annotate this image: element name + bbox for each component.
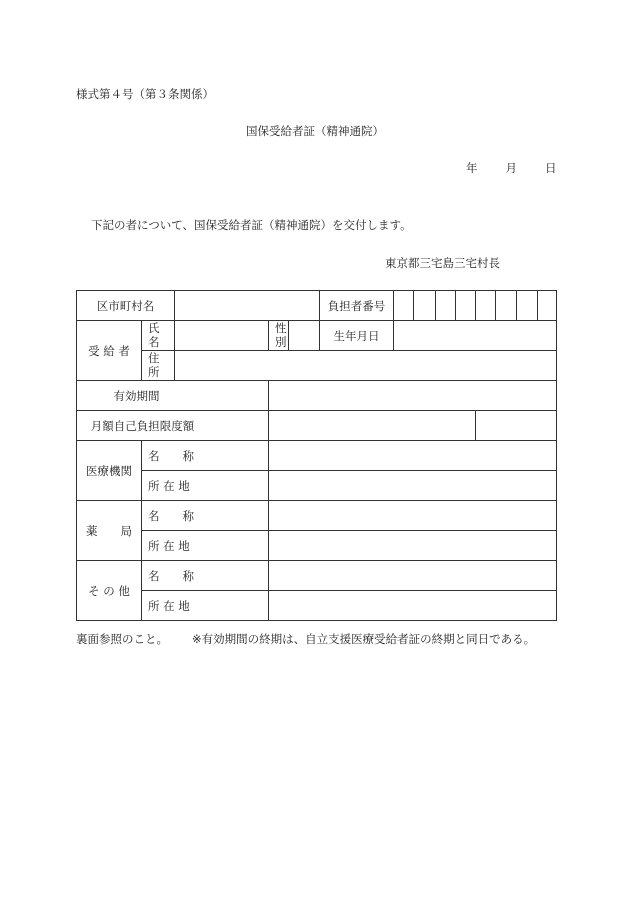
municipality-field[interactable]	[175, 291, 320, 321]
date-month-label: 月	[505, 161, 517, 175]
pharmacy-name-label: 名 称	[142, 501, 269, 531]
recipient-name-field[interactable]	[175, 321, 269, 351]
document-title: 国保受給者証（精神通院）	[246, 124, 384, 138]
municipality-label: 区市町村名	[77, 291, 175, 321]
medical-institution-label: 医療機関	[77, 441, 142, 501]
pharmacy-name-field[interactable]	[269, 501, 557, 531]
see-reverse-text: 裏面参照のこと。	[76, 632, 168, 646]
address-field[interactable]	[175, 351, 557, 381]
issue-date	[466, 160, 557, 176]
validity-period-field[interactable]	[269, 381, 557, 411]
issuer-name: 東京都三宅島三宅村長	[385, 256, 500, 270]
other-location-field[interactable]	[269, 591, 557, 621]
medical-institution-location-label: 所 在 地	[142, 471, 269, 501]
footer-note	[76, 631, 535, 647]
insured-number-digit[interactable]	[456, 291, 476, 321]
pharmacy-label: 薬 局	[77, 501, 142, 561]
birthdate-label: 生年月日	[320, 321, 394, 351]
pharmacy-location-label: 所 在 地	[142, 531, 269, 561]
insured-number-digit[interactable]	[517, 291, 538, 321]
other-location-label: 所 在 地	[142, 591, 269, 621]
insured-number-digit[interactable]	[476, 291, 496, 321]
monthly-limit-label: 月額自己負担限度額	[77, 411, 269, 441]
recipient-label: 受 給 者	[77, 321, 142, 381]
address-label: 住 所	[142, 351, 175, 381]
monthly-limit-field[interactable]	[269, 411, 476, 441]
issuance-notice: 下記の者について、国保受給者証（精神通院）を交付します。	[91, 218, 412, 232]
insured-number-digit[interactable]	[538, 291, 557, 321]
medical-institution-name-field[interactable]	[269, 441, 557, 471]
date-day-label: 日	[545, 161, 557, 175]
birthdate-field[interactable]	[394, 321, 557, 351]
monthly-limit-extra-field[interactable]	[476, 411, 557, 441]
form-number: 様式第４号（第３条関係）	[76, 87, 214, 101]
insured-number-digit[interactable]	[436, 291, 456, 321]
medical-institution-name-label: 名 称	[142, 441, 269, 471]
other-name-field[interactable]	[269, 561, 557, 591]
insured-number-digit[interactable]	[414, 291, 436, 321]
date-year-label: 年	[466, 161, 478, 175]
insured-number-digit[interactable]	[496, 291, 517, 321]
sex-label: 性 別	[269, 321, 289, 351]
name-label: 氏 名	[142, 321, 175, 351]
other-name-label: 名 称	[142, 561, 269, 591]
validity-note-text: ※有効期間の終期は、自立支援医療受給者証の終期と同日である。	[192, 632, 536, 646]
validity-period-label: 有効期間	[77, 381, 269, 411]
insured-number-label: 負担者番号	[320, 291, 394, 321]
medical-institution-location-field[interactable]	[269, 471, 557, 501]
insured-number-digit[interactable]	[394, 291, 414, 321]
sex-field[interactable]	[289, 321, 320, 351]
pharmacy-location-field[interactable]	[269, 531, 557, 561]
certificate-table	[76, 290, 557, 621]
other-label: そ の 他	[77, 561, 142, 621]
